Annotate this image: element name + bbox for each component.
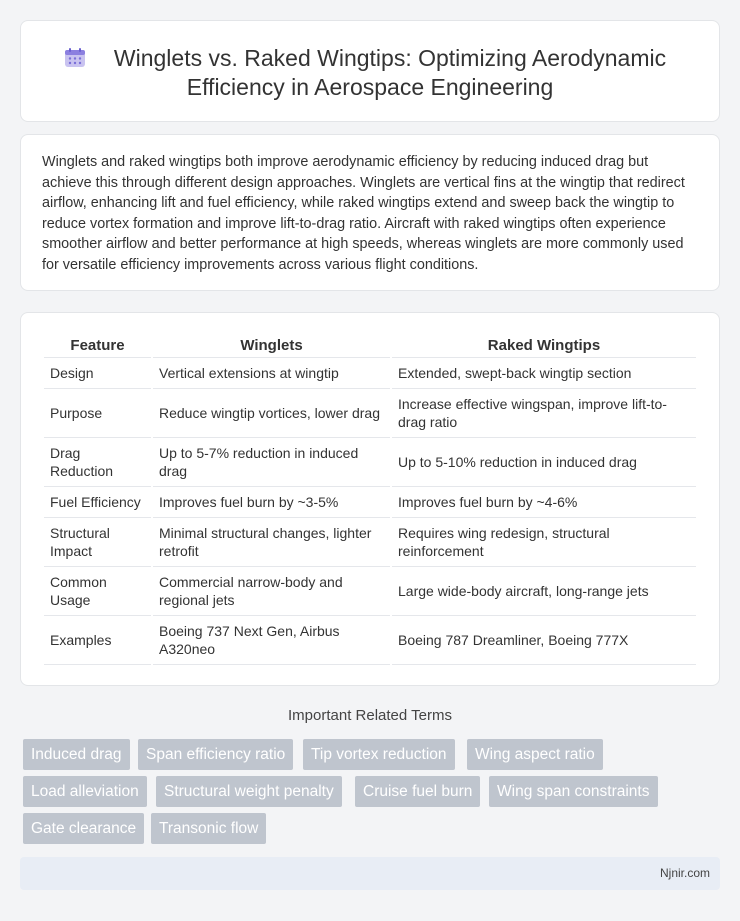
footer-site-link[interactable]: Njnir.com [659, 866, 710, 880]
term-tag[interactable]: Tip vortex reduction [303, 739, 455, 770]
term-tag[interactable]: Transonic flow [151, 813, 266, 844]
term-tag[interactable]: Wing span constraints [489, 776, 658, 807]
table-row [44, 616, 696, 665]
table-row [44, 518, 696, 567]
title-line-1: Winglets vs. Raked Wingtips: Optimizing Aerodynamic [113, 45, 667, 71]
header-raked-wingtips: Raked Wingtips [392, 336, 696, 358]
intro-paragraph: Winglets and raked wingtips both improve aerodynamic efficiency by reducing induced drag but achieve this through different design approaches. Winglets are vertical fins at the wingtip that redirect airflow, enhancing lift and fuel efficiency, while raked wingtips extend and sweep back the wingtip to reduce vortex formation and improve lift-to-drag ratio. Aircraft with raked wingtips often experience smoother airflow and better performance at high speeds, whereas winglets are more commonly used for versatile efficiency improvements across various flight conditions. [42, 154, 685, 273]
table-cell: Purpose [44, 389, 151, 438]
table-cell: Up to 5-7% reduction in induced drag [153, 438, 390, 487]
header-winglets: Winglets [153, 336, 390, 358]
table-cell: Common Usage [44, 567, 151, 616]
header-feature: Feature [44, 336, 151, 358]
term-tag[interactable]: Gate clearance [23, 813, 144, 844]
table-cell: Up to 5-10% reduction in induced drag [392, 438, 696, 487]
table-cell: Fuel Efficiency [44, 487, 151, 518]
comparison-table-card [20, 312, 720, 686]
table-row [44, 567, 696, 616]
related-terms-heading: Important Related Terms [288, 707, 452, 724]
table-cell: Design [44, 358, 151, 389]
table-cell: Requires wing redesign, structural reinforcement [392, 518, 696, 567]
footer [20, 857, 720, 890]
table-cell: Drag Reduction [44, 438, 151, 487]
table-cell: Commercial narrow-body and regional jets [153, 567, 390, 616]
table-cell: Improves fuel burn by ~3-5% [153, 487, 390, 518]
page-title [21, 44, 719, 102]
comparison-table [42, 336, 698, 665]
intro-card [20, 134, 720, 291]
table-cell: Extended, swept-back wingtip section [392, 358, 696, 389]
term-tag[interactable]: Structural weight penalty [156, 776, 342, 807]
table-cell: Large wide-body aircraft, long-range jets [392, 567, 696, 616]
table-row [44, 487, 696, 518]
term-tag[interactable]: Span efficiency ratio [138, 739, 293, 770]
term-tag[interactable]: Cruise fuel burn [355, 776, 480, 807]
title-card [20, 20, 720, 122]
table-cell: Increase effective wingspan, improve lift-to-drag ratio [392, 389, 696, 438]
table-cell: Reduce wingtip vortices, lower drag [153, 389, 390, 438]
term-tag[interactable]: Wing aspect ratio [467, 739, 603, 770]
table-cell: Boeing 737 Next Gen, Airbus A320neo [153, 616, 390, 665]
table-cell: Improves fuel burn by ~4-6% [392, 487, 696, 518]
title-line-2: Efficiency in Aerospace Engineering [186, 74, 554, 100]
table-row [44, 389, 696, 438]
table-cell: Boeing 787 Dreamliner, Boeing 777X [392, 616, 696, 665]
table-cell: Structural Impact [44, 518, 151, 567]
table-cell: Vertical extensions at wingtip [153, 358, 390, 389]
table-header-row [44, 336, 696, 358]
term-tag[interactable]: Induced drag [23, 739, 130, 770]
table-cell: Examples [44, 616, 151, 665]
term-tag[interactable]: Load alleviation [23, 776, 147, 807]
table-cell: Minimal structural changes, lighter retrofit [153, 518, 390, 567]
table-row [44, 358, 696, 389]
table-row [44, 438, 696, 487]
